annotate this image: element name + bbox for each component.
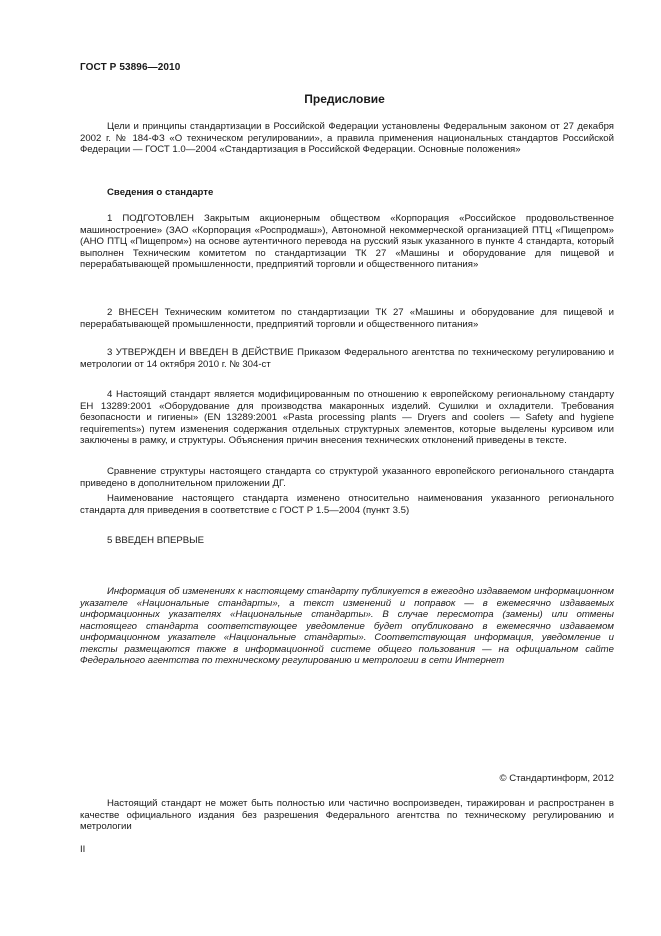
item-3-paragraph: 3 УТВЕРЖДЕН И ВВЕДЕН В ДЕЙСТВИЕ Приказом Федерального агентства по техническому регулированию и метрологии от 14 октября 2010 г. № 304-ст [80,347,614,370]
page-title: Предисловие [304,92,385,106]
page-number: II [80,844,86,855]
intro-paragraph: Цели и принципы стандартизации в Российской Федерации установлены Федеральным законом от 27 декабря 2002 г. № 184-ФЗ «О техническом регулировании», а правила применения национальных стандартов Российской Федерации — ГОСТ 1.0—2004 «Стандартизация в Российской Федерации. Основные положения» [80,121,614,155]
section-heading: Сведения о стандарте [107,187,214,198]
item-4-comparison-paragraph: Сравнение структуры настоящего стандарта со структурой указанного европейского регионального стандарта приведено в дополнительном приложении ДГ. [80,466,614,489]
item-2-paragraph: 2 ВНЕСЕН Техническим комитетом по стандартизации ТК 27 «Машины и оборудование для пищевой и перерабатывающей промышленности, предприятий торговли и общественного питания» [80,307,614,330]
item-4-naming-paragraph: Наименование настоящего стандарта изменено относительно наименования указанного регионального стандарта для приведения в соответствие с ГОСТ Р 1.5—2004 (пункт 3.5) [80,493,614,516]
item-4-paragraph: 4 Настоящий стандарт является модифицированным по отношению к европейскому региональному стандарту ЕН 13289:2001 «Оборудование для производства макаронных изделий. Сушилки и охладители. Требования безопасности и гигиены» (EN 13289:2001 «Pasta processing plants — Dryers and coolers — Safety and hygiene requirements») путем изменения содержания отдельных структурных элементов, которые выделены курсивом или заключены в рамку, и структуры. Объяснения причин внесения технических отклонений приведены в тексте. [80,389,614,446]
item-5-paragraph: 5 ВВЕДЕН ВПЕРВЫЕ [107,535,205,546]
notice-paragraph: Информация об изменениях к настоящему стандарту публикуется в ежегодно издаваемом информационном указателе «Национальные стандарты», а текст изменений и поправок — в ежемесячно издаваемых информационных указателях «Национальные стандарты». В случае пересмотра (замены) или отмены настоящего стандарта соответствующее уведомление будет опубликовано в ежемесячно издаваемом информационном указателе «Национальные стандарты». Соответствующая информация, уведомление и тексты размещаются также в информационной системе общего пользования — на официальном сайте Федерального агентства по техническому регулированию и метрологии в сети Интернет [80,586,614,666]
copyright-line: © Стандартинформ, 2012 [499,773,614,784]
item-1-paragraph: 1 ПОДГОТОВЛЕН Закрытым акционерным обществом «Корпорация «Российское продовольственное машиностроение» (ЗАО «Корпорация «Роспродмаш»), Автономной некоммерческой организацией ПТЦ «Пищепром» (АНО ПТЦ «Пищепром») на основе аутентичного перевода на русский язык указанного в пункте 4 стандарта, который выполнен Техническим комитетом по стандартизации ТК 27 «Машины и оборудование для пищевой и перерабатывающей промышленности, предприятий торговли и общественного питания» [80,213,614,270]
document-code: ГОСТ Р 53896—2010 [80,62,181,73]
reproduction-notice: Настоящий стандарт не может быть полностью или частично воспроизведен, тиражирован и распространен в качестве официального издания без разрешения Федерального агентства по техническому регулированию и метрологии [80,798,614,832]
